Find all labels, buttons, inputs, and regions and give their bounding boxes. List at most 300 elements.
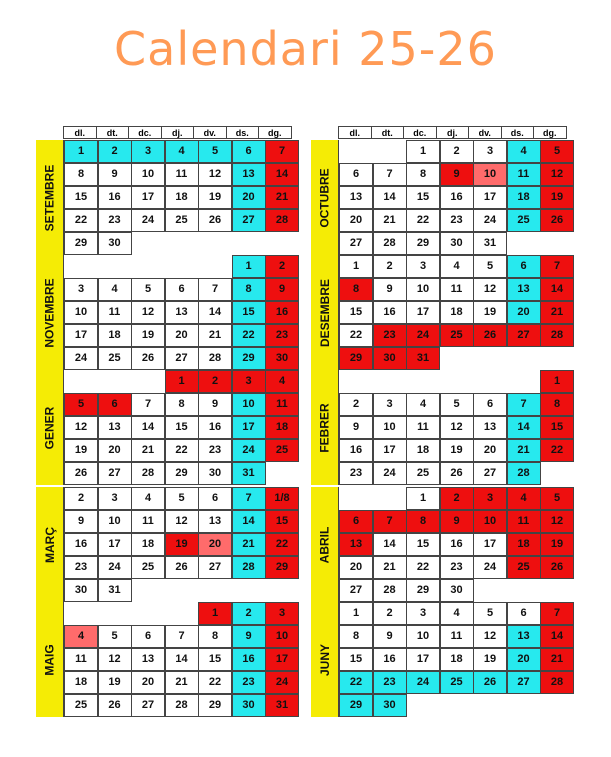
day-cell[interactable]: 12 (540, 510, 574, 533)
day-cell[interactable]: 26 (198, 209, 232, 232)
day-cell[interactable]: 3 (473, 487, 507, 510)
day-cell[interactable]: 22 (406, 556, 440, 579)
day-cell[interactable]: 22 (232, 324, 266, 347)
day-cell[interactable]: 16 (198, 416, 232, 439)
day-cell[interactable]: 31 (406, 347, 440, 370)
day-cell[interactable]: 11 (440, 278, 474, 301)
day-cell[interactable]: 31 (232, 462, 266, 485)
day-cell[interactable]: 20 (473, 439, 507, 462)
day-cell[interactable]: 17 (473, 533, 507, 556)
day-cell[interactable]: 30 (373, 347, 407, 370)
day-cell[interactable]: 19 (540, 186, 574, 209)
day-cell[interactable]: 4 (507, 487, 541, 510)
day-cell[interactable]: 21 (540, 648, 574, 671)
day-cell[interactable]: 10 (131, 163, 165, 186)
day-cell[interactable]: 24 (406, 324, 440, 347)
day-cell[interactable]: 3 (98, 487, 132, 510)
day-cell[interactable]: 12 (98, 648, 132, 671)
day-cell[interactable]: 6 (339, 510, 373, 533)
day-cell[interactable]: 20 (131, 671, 165, 694)
day-cell[interactable]: 21 (198, 324, 232, 347)
day-cell[interactable]: 7 (232, 487, 266, 510)
day-cell[interactable]: 24 (64, 347, 98, 370)
day-cell[interactable]: 21 (373, 209, 407, 232)
day-cell[interactable]: 22 (64, 209, 98, 232)
day-cell[interactable]: 11 (265, 393, 299, 416)
day-cell[interactable]: 3 (64, 278, 98, 301)
day-cell[interactable]: 14 (373, 186, 407, 209)
day-cell[interactable]: 10 (64, 301, 98, 324)
day-cell[interactable]: 1 (339, 255, 373, 278)
day-cell[interactable]: 12 (131, 301, 165, 324)
day-cell[interactable]: 27 (507, 671, 541, 694)
day-cell[interactable]: 18 (131, 533, 165, 556)
day-cell[interactable]: 4 (165, 140, 199, 163)
day-cell[interactable]: 1 (339, 602, 373, 625)
day-cell[interactable]: 28 (265, 209, 299, 232)
day-cell[interactable]: 2 (373, 602, 407, 625)
day-cell[interactable]: 5 (98, 625, 132, 648)
day-cell[interactable]: 20 (507, 301, 541, 324)
day-cell[interactable]: 17 (473, 186, 507, 209)
day-cell[interactable]: 24 (131, 209, 165, 232)
day-cell[interactable]: 7 (198, 278, 232, 301)
day-cell[interactable]: 24 (98, 556, 132, 579)
day-cell[interactable]: 28 (540, 671, 574, 694)
day-cell[interactable]: 24 (373, 462, 407, 485)
day-cell[interactable]: 31 (98, 579, 132, 602)
day-cell[interactable]: 20 (232, 186, 266, 209)
day-cell[interactable]: 28 (507, 462, 541, 485)
day-cell[interactable]: 13 (232, 163, 266, 186)
day-cell[interactable]: 22 (265, 533, 299, 556)
day-cell[interactable]: 24 (232, 439, 266, 462)
day-cell[interactable]: 14 (373, 533, 407, 556)
day-cell[interactable]: 26 (64, 462, 98, 485)
day-cell[interactable]: 15 (265, 510, 299, 533)
day-cell[interactable]: 13 (98, 416, 132, 439)
day-cell[interactable]: 9 (265, 278, 299, 301)
day-cell[interactable]: 20 (98, 439, 132, 462)
day-cell[interactable]: 21 (165, 671, 199, 694)
day-cell[interactable]: 20 (165, 324, 199, 347)
day-cell[interactable]: 20 (507, 648, 541, 671)
day-cell[interactable]: 22 (406, 209, 440, 232)
day-cell[interactable]: 10 (98, 510, 132, 533)
day-cell[interactable]: 27 (473, 462, 507, 485)
day-cell[interactable]: 25 (507, 556, 541, 579)
day-cell[interactable]: 14 (540, 278, 574, 301)
day-cell[interactable]: 10 (406, 625, 440, 648)
day-cell[interactable]: 13 (507, 625, 541, 648)
day-cell[interactable]: 30 (373, 694, 407, 717)
day-cell[interactable]: 12 (198, 163, 232, 186)
day-cell[interactable]: 23 (373, 324, 407, 347)
day-cell[interactable]: 28 (373, 232, 407, 255)
day-cell[interactable]: 15 (198, 648, 232, 671)
day-cell[interactable]: 15 (406, 186, 440, 209)
day-cell[interactable]: 29 (406, 232, 440, 255)
day-cell[interactable]: 1 (406, 487, 440, 510)
day-cell[interactable]: 27 (131, 694, 165, 717)
day-cell[interactable]: 6 (507, 255, 541, 278)
day-cell[interactable]: 21 (232, 533, 266, 556)
day-cell[interactable]: 23 (64, 556, 98, 579)
day-cell[interactable]: 18 (440, 648, 474, 671)
day-cell[interactable]: 13 (131, 648, 165, 671)
day-cell[interactable]: 16 (440, 186, 474, 209)
day-cell[interactable]: 19 (198, 186, 232, 209)
day-cell[interactable]: 15 (165, 416, 199, 439)
day-cell[interactable]: 6 (165, 278, 199, 301)
day-cell[interactable]: 22 (339, 671, 373, 694)
day-cell[interactable]: 1 (540, 370, 574, 393)
day-cell[interactable]: 9 (339, 416, 373, 439)
day-cell[interactable]: 26 (540, 209, 574, 232)
day-cell[interactable]: 13 (339, 533, 373, 556)
day-cell[interactable]: 10 (473, 163, 507, 186)
day-cell[interactable]: 27 (339, 579, 373, 602)
day-cell[interactable]: 30 (232, 694, 266, 717)
day-cell[interactable]: 28 (131, 462, 165, 485)
day-cell[interactable]: 23 (440, 209, 474, 232)
day-cell[interactable]: 17 (406, 301, 440, 324)
day-cell[interactable]: 17 (373, 439, 407, 462)
day-cell[interactable]: 6 (131, 625, 165, 648)
day-cell[interactable]: 8 (339, 625, 373, 648)
day-cell[interactable]: 9 (440, 163, 474, 186)
day-cell[interactable]: 23 (98, 209, 132, 232)
day-cell[interactable]: 16 (373, 301, 407, 324)
day-cell[interactable]: 5 (165, 487, 199, 510)
day-cell[interactable]: 8 (64, 163, 98, 186)
day-cell[interactable]: 9 (98, 163, 132, 186)
day-cell[interactable]: 1/8 (265, 487, 299, 510)
day-cell[interactable]: 29 (406, 579, 440, 602)
day-cell[interactable]: 4 (440, 602, 474, 625)
day-cell[interactable]: 5 (440, 393, 474, 416)
day-cell[interactable]: 10 (406, 278, 440, 301)
day-cell[interactable]: 18 (165, 186, 199, 209)
day-cell[interactable]: 11 (406, 416, 440, 439)
day-cell[interactable]: 16 (440, 533, 474, 556)
day-cell[interactable]: 6 (339, 163, 373, 186)
day-cell[interactable]: 11 (440, 625, 474, 648)
day-cell[interactable]: 12 (540, 163, 574, 186)
day-cell[interactable]: 2 (339, 393, 373, 416)
day-cell[interactable]: 15 (232, 301, 266, 324)
day-cell[interactable]: 17 (98, 533, 132, 556)
day-cell[interactable]: 15 (406, 533, 440, 556)
day-cell[interactable]: 25 (440, 671, 474, 694)
day-cell[interactable]: 23 (373, 671, 407, 694)
day-cell[interactable]: 30 (198, 462, 232, 485)
day-cell[interactable]: 11 (131, 510, 165, 533)
day-cell[interactable]: 12 (473, 278, 507, 301)
day-cell[interactable]: 17 (64, 324, 98, 347)
day-cell[interactable]: 1 (232, 255, 266, 278)
day-cell[interactable]: 17 (406, 648, 440, 671)
day-cell[interactable]: 11 (507, 163, 541, 186)
day-cell[interactable]: 22 (165, 439, 199, 462)
day-cell[interactable]: 19 (473, 648, 507, 671)
day-cell[interactable]: 21 (507, 439, 541, 462)
day-cell[interactable]: 16 (64, 533, 98, 556)
day-cell[interactable]: 7 (507, 393, 541, 416)
day-cell[interactable]: 18 (440, 301, 474, 324)
day-cell[interactable]: 7 (165, 625, 199, 648)
day-cell[interactable]: 18 (98, 324, 132, 347)
day-cell[interactable]: 9 (440, 510, 474, 533)
day-cell[interactable]: 14 (265, 163, 299, 186)
day-cell[interactable]: 19 (440, 439, 474, 462)
day-cell[interactable]: 1 (406, 140, 440, 163)
day-cell[interactable]: 14 (507, 416, 541, 439)
day-cell[interactable]: 24 (406, 671, 440, 694)
day-cell[interactable]: 27 (507, 324, 541, 347)
day-cell[interactable]: 25 (406, 462, 440, 485)
day-cell[interactable]: 16 (265, 301, 299, 324)
day-cell[interactable]: 21 (131, 439, 165, 462)
day-cell[interactable]: 3 (406, 255, 440, 278)
day-cell[interactable]: 25 (98, 347, 132, 370)
day-cell[interactable]: 30 (440, 232, 474, 255)
day-cell[interactable]: 1 (165, 370, 199, 393)
day-cell[interactable]: 28 (165, 694, 199, 717)
day-cell[interactable]: 26 (440, 462, 474, 485)
day-cell[interactable]: 19 (98, 671, 132, 694)
day-cell[interactable]: 4 (265, 370, 299, 393)
day-cell[interactable]: 8 (339, 278, 373, 301)
day-cell[interactable]: 5 (198, 140, 232, 163)
day-cell[interactable]: 4 (98, 278, 132, 301)
day-cell[interactable]: 26 (131, 347, 165, 370)
day-cell[interactable]: 26 (473, 671, 507, 694)
day-cell[interactable]: 29 (198, 694, 232, 717)
day-cell[interactable]: 7 (540, 602, 574, 625)
day-cell[interactable]: 5 (473, 255, 507, 278)
day-cell[interactable]: 8 (165, 393, 199, 416)
day-cell[interactable]: 18 (507, 186, 541, 209)
day-cell[interactable]: 7 (265, 140, 299, 163)
day-cell[interactable]: 23 (339, 462, 373, 485)
day-cell[interactable]: 21 (373, 556, 407, 579)
day-cell[interactable]: 9 (232, 625, 266, 648)
day-cell[interactable]: 21 (540, 301, 574, 324)
day-cell[interactable]: 14 (165, 648, 199, 671)
day-cell[interactable]: 14 (131, 416, 165, 439)
day-cell[interactable]: 8 (406, 163, 440, 186)
day-cell[interactable]: 17 (265, 648, 299, 671)
day-cell[interactable]: 25 (265, 439, 299, 462)
day-cell[interactable]: 29 (339, 694, 373, 717)
day-cell[interactable]: 20 (339, 209, 373, 232)
day-cell[interactable]: 5 (540, 140, 574, 163)
day-cell[interactable]: 6 (98, 393, 132, 416)
day-cell[interactable]: 8 (540, 393, 574, 416)
day-cell[interactable]: 19 (473, 301, 507, 324)
day-cell[interactable]: 5 (540, 487, 574, 510)
day-cell[interactable]: 2 (373, 255, 407, 278)
day-cell[interactable]: 22 (540, 439, 574, 462)
day-cell[interactable]: 3 (131, 140, 165, 163)
day-cell[interactable]: 29 (339, 347, 373, 370)
day-cell[interactable]: 27 (339, 232, 373, 255)
day-cell[interactable]: 2 (98, 140, 132, 163)
day-cell[interactable]: 21 (265, 186, 299, 209)
day-cell[interactable]: 29 (232, 347, 266, 370)
day-cell[interactable]: 2 (440, 487, 474, 510)
day-cell[interactable]: 19 (540, 533, 574, 556)
day-cell[interactable]: 14 (540, 625, 574, 648)
day-cell[interactable]: 13 (165, 301, 199, 324)
day-cell[interactable]: 3 (406, 602, 440, 625)
day-cell[interactable]: 10 (373, 416, 407, 439)
day-cell[interactable]: 4 (406, 393, 440, 416)
day-cell[interactable]: 26 (98, 694, 132, 717)
day-cell[interactable]: 4 (131, 487, 165, 510)
day-cell[interactable]: 13 (339, 186, 373, 209)
day-cell[interactable]: 10 (265, 625, 299, 648)
day-cell[interactable]: 10 (232, 393, 266, 416)
day-cell[interactable]: 22 (198, 671, 232, 694)
day-cell[interactable]: 16 (339, 439, 373, 462)
day-cell[interactable]: 20 (198, 533, 232, 556)
day-cell[interactable]: 18 (507, 533, 541, 556)
day-cell[interactable]: 19 (165, 533, 199, 556)
day-cell[interactable]: 5 (473, 602, 507, 625)
day-cell[interactable]: 3 (232, 370, 266, 393)
day-cell[interactable]: 24 (473, 209, 507, 232)
day-cell[interactable]: 9 (373, 625, 407, 648)
day-cell[interactable]: 28 (198, 347, 232, 370)
day-cell[interactable]: 15 (339, 301, 373, 324)
day-cell[interactable]: 2 (198, 370, 232, 393)
day-cell[interactable]: 29 (265, 556, 299, 579)
day-cell[interactable]: 12 (440, 416, 474, 439)
day-cell[interactable]: 23 (232, 671, 266, 694)
day-cell[interactable]: 28 (540, 324, 574, 347)
day-cell[interactable]: 25 (165, 209, 199, 232)
day-cell[interactable]: 15 (339, 648, 373, 671)
day-cell[interactable]: 1 (64, 140, 98, 163)
day-cell[interactable]: 5 (131, 278, 165, 301)
day-cell[interactable]: 25 (440, 324, 474, 347)
day-cell[interactable]: 19 (64, 439, 98, 462)
day-cell[interactable]: 13 (198, 510, 232, 533)
day-cell[interactable]: 25 (507, 209, 541, 232)
day-cell[interactable]: 31 (265, 694, 299, 717)
day-cell[interactable]: 17 (131, 186, 165, 209)
day-cell[interactable]: 26 (540, 556, 574, 579)
day-cell[interactable]: 31 (473, 232, 507, 255)
day-cell[interactable]: 24 (265, 671, 299, 694)
day-cell[interactable]: 12 (165, 510, 199, 533)
day-cell[interactable]: 3 (473, 140, 507, 163)
day-cell[interactable]: 27 (198, 556, 232, 579)
day-cell[interactable]: 8 (198, 625, 232, 648)
day-cell[interactable]: 2 (265, 255, 299, 278)
day-cell[interactable]: 8 (406, 510, 440, 533)
day-cell[interactable]: 7 (373, 510, 407, 533)
day-cell[interactable]: 2 (64, 487, 98, 510)
day-cell[interactable]: 24 (473, 556, 507, 579)
day-cell[interactable]: 6 (473, 393, 507, 416)
day-cell[interactable]: 18 (406, 439, 440, 462)
day-cell[interactable]: 30 (64, 579, 98, 602)
day-cell[interactable]: 15 (64, 186, 98, 209)
day-cell[interactable]: 16 (98, 186, 132, 209)
day-cell[interactable]: 30 (265, 347, 299, 370)
day-cell[interactable]: 3 (373, 393, 407, 416)
day-cell[interactable]: 12 (64, 416, 98, 439)
day-cell[interactable]: 9 (373, 278, 407, 301)
day-cell[interactable]: 5 (64, 393, 98, 416)
day-cell[interactable]: 23 (265, 324, 299, 347)
day-cell[interactable]: 9 (64, 510, 98, 533)
day-cell[interactable]: 18 (265, 416, 299, 439)
day-cell[interactable]: 14 (198, 301, 232, 324)
day-cell[interactable]: 13 (473, 416, 507, 439)
day-cell[interactable]: 6 (198, 487, 232, 510)
day-cell[interactable]: 14 (232, 510, 266, 533)
day-cell[interactable]: 3 (265, 602, 299, 625)
day-cell[interactable]: 26 (473, 324, 507, 347)
day-cell[interactable]: 10 (473, 510, 507, 533)
day-cell[interactable]: 12 (473, 625, 507, 648)
day-cell[interactable]: 27 (232, 209, 266, 232)
day-cell[interactable]: 28 (373, 579, 407, 602)
day-cell[interactable]: 19 (131, 324, 165, 347)
day-cell[interactable]: 4 (64, 625, 98, 648)
day-cell[interactable]: 7 (131, 393, 165, 416)
day-cell[interactable]: 30 (98, 232, 132, 255)
day-cell[interactable]: 7 (373, 163, 407, 186)
day-cell[interactable]: 8 (232, 278, 266, 301)
day-cell[interactable]: 11 (98, 301, 132, 324)
day-cell[interactable]: 25 (131, 556, 165, 579)
day-cell[interactable]: 29 (165, 462, 199, 485)
day-cell[interactable]: 20 (339, 556, 373, 579)
day-cell[interactable]: 23 (440, 556, 474, 579)
day-cell[interactable]: 11 (507, 510, 541, 533)
day-cell[interactable]: 27 (98, 462, 132, 485)
day-cell[interactable]: 11 (64, 648, 98, 671)
day-cell[interactable]: 18 (64, 671, 98, 694)
day-cell[interactable]: 1 (198, 602, 232, 625)
day-cell[interactable]: 6 (507, 602, 541, 625)
day-cell[interactable]: 25 (64, 694, 98, 717)
day-cell[interactable]: 23 (198, 439, 232, 462)
day-cell[interactable]: 27 (165, 347, 199, 370)
day-cell[interactable]: 13 (507, 278, 541, 301)
day-cell[interactable]: 26 (165, 556, 199, 579)
day-cell[interactable]: 6 (232, 140, 266, 163)
day-cell[interactable]: 11 (165, 163, 199, 186)
day-cell[interactable]: 22 (339, 324, 373, 347)
day-cell[interactable]: 7 (540, 255, 574, 278)
day-cell[interactable]: 16 (373, 648, 407, 671)
day-cell[interactable]: 16 (232, 648, 266, 671)
day-cell[interactable]: 17 (232, 416, 266, 439)
day-cell[interactable]: 2 (232, 602, 266, 625)
day-cell[interactable]: 28 (232, 556, 266, 579)
day-cell[interactable]: 9 (198, 393, 232, 416)
day-cell[interactable]: 15 (540, 416, 574, 439)
day-cell[interactable]: 2 (440, 140, 474, 163)
day-cell[interactable]: 30 (440, 579, 474, 602)
day-cell[interactable]: 29 (64, 232, 98, 255)
